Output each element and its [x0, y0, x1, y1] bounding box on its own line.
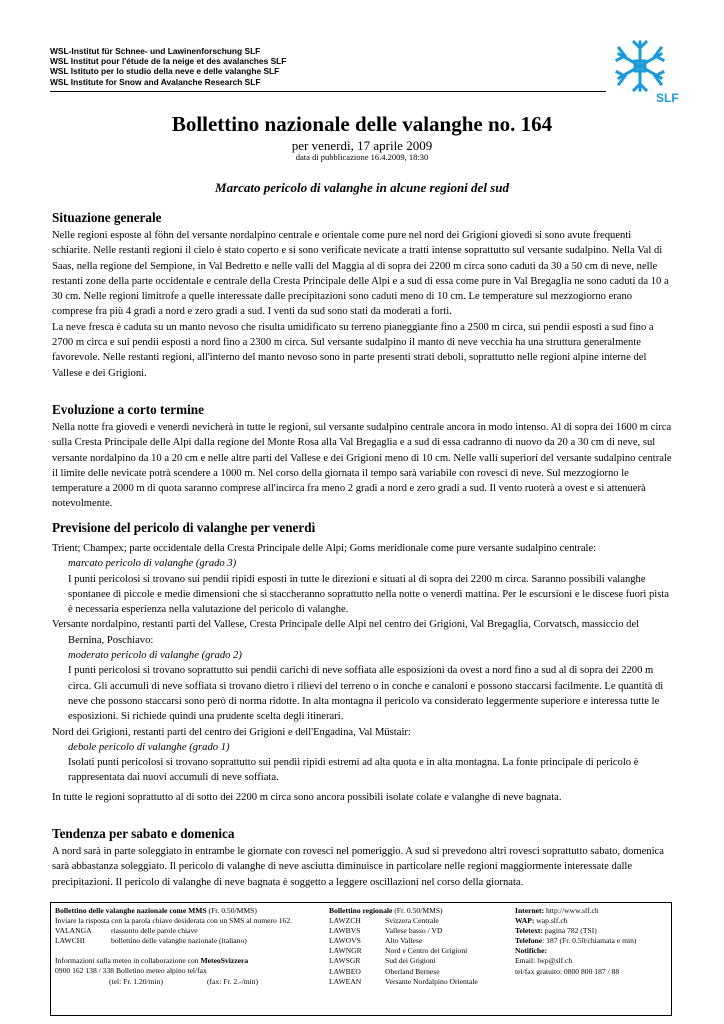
publication-date: data di pubblicazione 16.4.2009, 18:30 [295, 152, 429, 162]
keyword-desc: riassunto delle parole chiave [111, 926, 198, 936]
keyword: VALANGA [55, 926, 92, 936]
section-evoluzione [52, 402, 672, 512]
danger-level: moderato pericolo di valanghe (grado 2) [68, 650, 242, 662]
danger-level: marcato pericolo di valanghe (grado 3) [68, 558, 237, 570]
regional-title: Bollettino regionale [329, 906, 393, 915]
mms-title: Bollettino delle valanghe nazionale come MMS [55, 906, 207, 915]
telefono-value: : 187 (Fr. 0.50/chiamata e min) [542, 936, 637, 946]
paragraph: La neve fresca è caduta su un manto nevoso che risulta umidificato su terreno pianeggiante fino a 2500 m circa, sui pendii esposti a sud fino a 2700 m circa e sui pendii esposti a nord fino a 2300 m circa. Sul versante sudalpino il manto di neve vecchia ha una struttura generalmente favorevole. Nelle restanti regioni, all'interno del manto nevoso sono in parte presenti strati deboli, soprattutto nelle regioni alpine interne del Vallese e dei Grigioni. [52, 321, 654, 379]
bulletin-title: Bollettino nazionale delle valanghe no. 164 [171, 112, 553, 136]
paragraph: Nella notte fra giovedì e venerdì nevicherà in tutte le regioni, sul versante sudalpino centrale ancora in modo intenso. Al di sopra dei 1600 m circa sulla Cresta Principale delle Alpi dalla regione del Monte Rosa alla Val Bregaglia e a sud di essa cadranno di nuovo da 20 a 30 cm di neve, sul versante nordalpino da 10 a 20 cm e nelle altre parti del Vallese e dei Grigioni meno di 10 cm. Nelle valli superiori del versante sudalpino centrale il limite delle nevicate potrà scendere a 1000 m. Nel corso della giornata il tempo sarà variabile con rovesci di neve. Sul mezzogiorno le temperature a 2000 m di quota saranno comprese all'incirca fra meno 2 gradi a nord e zero gradi a sud. Il vento ruoterà a ovest e si attenuerà notevolmente. [52, 422, 672, 510]
regional-bulletin [329, 906, 509, 987]
mms-price: (Fr. 0.50/MMS) [206, 906, 257, 915]
region-area: Versante nordalpino, restanti parti del Vallese, Cresta Principale delle Alpi nel centro dei Grigioni, Val Bregaglia, Corvatsch, massiccio del Bernina, Poschiavo: [52, 619, 640, 646]
keyword: LAWSGR [329, 956, 361, 966]
keyword: LAWBVS [329, 926, 361, 936]
paragraph: A nord sarà in parte soleggiato in entrambe le giornate con rovesci nel pomeriggio. A sud si prevedono altri rovesci soprattutto sabato, domenica sarà abbastanza soleggiato. Il pericolo di valanghe di neve asciutta diminuisce in particolare nelle regioni maggiormente interessate dalle precipitazioni. Il pericolo di valanghe di neve bagnata è soggetto a leggere oscillazioni nel corso della giornata. [52, 846, 664, 888]
keyword: LAWCHI [55, 936, 85, 946]
tel-price: (tel: Fr. 1.20/min) [109, 976, 163, 986]
keyword-desc: Sud dei Grigioni [385, 956, 436, 966]
slf-snowflake-logo [610, 36, 680, 106]
keyword-desc: Versante Nordalpino Orientale [385, 976, 478, 986]
keyword: LAWOVS [329, 936, 361, 946]
institute-name-en: WSL Institute for Snow and Avalanche Research SLF [50, 76, 261, 87]
bulletin-date: per venerdì, 17 aprile 2009 [291, 138, 433, 153]
institute-names [50, 46, 286, 87]
region-text: I punti pericolosi si trovano soprattutto sui pendii carichi di neve soffiata alle esposizioni da ovest a nord fino a sud al di sopra dei 2200 m circa. Gli accumuli di neve soffiata si trovano dietro i rilievi del terreno o in conche e canaloni e possono staccarsi facilmente. Le quantità di neve che possono staccarsi sono però di norma ridotte. In alta montagna il pericolo va considerato leggermente superiore e interessa tutte le esposizioni. Si richiede quindi una prudente scelta degli itinerari. [68, 665, 664, 723]
region-text: Isolati punti pericolosi si trovano soprattutto sui pendii ripidi estremi ad alta quota e in alta montagna. La fonte principale di pericolo è rappresentata dai nuovi accumuli di neve soffiata. [68, 757, 639, 784]
region-block [52, 617, 672, 724]
bulletin-headline: Marcato pericolo di valanghe in alcune regioni del sud [215, 180, 509, 195]
internet-label: Internet: [515, 906, 545, 915]
keyword-row [55, 936, 323, 946]
keyword-row [329, 977, 509, 987]
institute-name-it: WSL Istituto per lo studio della neve e delle valanghe SLF [50, 66, 280, 77]
contact-info [515, 906, 671, 977]
keyword-row [329, 916, 509, 926]
region-area: Nord dei Grigioni, restanti parti del centro dei Grigioni e dell'Engadina, Val Müstair: [52, 726, 411, 738]
meteo-phone: 0900 162 138 / 338 Bolletino meteo alpino tel/fax [55, 966, 207, 976]
keyword-desc: Svizzera Centrale [385, 916, 439, 926]
keyword-row [55, 926, 323, 936]
sms-instructions: Inviare la risposta con la parola chiave desiderata con un SMS al numero 162. [55, 916, 293, 926]
danger-level: debole pericolo di valanghe (grado 1) [68, 741, 230, 753]
region-block [52, 725, 672, 786]
telefono-label: Telefone [515, 936, 543, 946]
keyword-row [329, 926, 509, 936]
keyword-row [329, 946, 509, 956]
section-heading: Situazione generale [52, 210, 162, 225]
institute-name-fr: WSL Institut pour l'étude de la neige et des avalanches SLF [50, 56, 287, 67]
notifiche-label: Notifiche: [515, 946, 548, 956]
section-tendenza [52, 826, 672, 890]
section-heading: Evoluzione a corto termine [52, 402, 204, 417]
keyword-desc: Nord e Centro dei Grigioni [385, 946, 468, 956]
teletext-label: Teletext: [515, 926, 543, 936]
slf-logo-text: SLF [656, 91, 679, 105]
wap-url[interactable]: wap.slf.ch [534, 916, 568, 926]
wet-snow-note: In tutte le regioni soprattutto al di sotto dei 2200 m circa sono ancora possibili isolate colate e valanghe di neve bagnata. [52, 791, 562, 803]
regional-price: (Fr. 0.50/MMS) [392, 906, 443, 915]
wap-label: WAP: [515, 916, 535, 926]
section-situazione [52, 210, 672, 381]
region-block [52, 541, 672, 617]
keyword: LAWZCH [329, 916, 361, 926]
keyword: LAWNGR [329, 946, 362, 956]
section-previsione [52, 520, 672, 805]
keyword-row [329, 956, 509, 966]
paragraph: Nelle regioni esposte al föhn del versante nordalpino centrale e orientale come pure nel nord dei Grigioni giovedì si sono avute frequenti schiarite. Nelle restanti regioni il cielo è stato coperto e si sono verificate nevicate a tratti intense soprattutto sul versante sudalpino. Nella Val di Saas, nella regione del Sempione, in Val Bedretto e nelle valli del Maggia al di sopra dei 2200 m circa sono caduti da 30 a 50 cm di neve, nelle restanti zone della parte occidentale e centrale della Cresta Principale delle Alpi e a sud di essa come pure in Val Bregaglia ne sono caduti da 10 a 30 cm. Nelle regioni limitrofe a quelle interessate dalle precipitazioni sono caduti meno di 10 cm. Le temperature sul mezzogiorno erano comprese fra più 4 gradi a nord e zero gradi a sud. I venti da sud sono stati da moderati a forti. [52, 230, 669, 318]
keyword: LAWBEO [329, 966, 361, 976]
email-contact[interactable]: Email: lwp@slf.ch [515, 956, 573, 966]
section-heading: Tendenza per sabato e domenica [52, 826, 235, 841]
keyword-desc: Oberland Bernese [385, 966, 440, 976]
keyword-desc: bollettino delle valanghe nazionale (italiano) [111, 936, 247, 946]
region-text: I punti pericolosi si trovano sui pendii ripidi esposti in tutte le direzioni e situati al di sopra dei 2200 m circa. Saranno possibili valanghe spontanee di piccole e medie dimensioni che si staccheranno soprattutto nella notte o venerdì mattina. Per le escursioni e le discese fuori pista è necessaria esperienza nella valutazione del pericolo di valanghe. [68, 573, 670, 616]
region-area: Trient; Champex; parte occidentale della Cresta Principale delle Alpi; Goms meridionale come pure versante sudalpino centrale: [52, 543, 597, 554]
meteo-info: Informazioni sulla meteo in collaborazione con [55, 956, 201, 966]
keyword-desc: Vallese basso / VD [385, 926, 443, 936]
services-footer [50, 902, 672, 1016]
keyword: LAWEAN [329, 976, 362, 986]
header-rule [50, 91, 606, 92]
meteo-partner: MeteoSvizzera [200, 956, 249, 966]
teletext-value: pagina 782 (TSI) [542, 926, 597, 936]
fax-contact: tel/fax gratuito: 0800 800 187 / 88 [515, 966, 620, 976]
section-heading: Previsione del pericolo di valanghe per venerdì [52, 520, 316, 535]
mms-info [55, 906, 323, 987]
institute-name-de: WSL-Institut für Schnee- und Lawinenforschung SLF [50, 46, 261, 56]
fax-price: (fax: Fr. 2.-/min) [207, 976, 259, 986]
internet-url[interactable]: http://www.slf.ch [544, 906, 599, 915]
keyword-row [329, 967, 509, 977]
keyword-row [329, 936, 509, 946]
keyword-desc: Alto Vallese [385, 936, 423, 946]
